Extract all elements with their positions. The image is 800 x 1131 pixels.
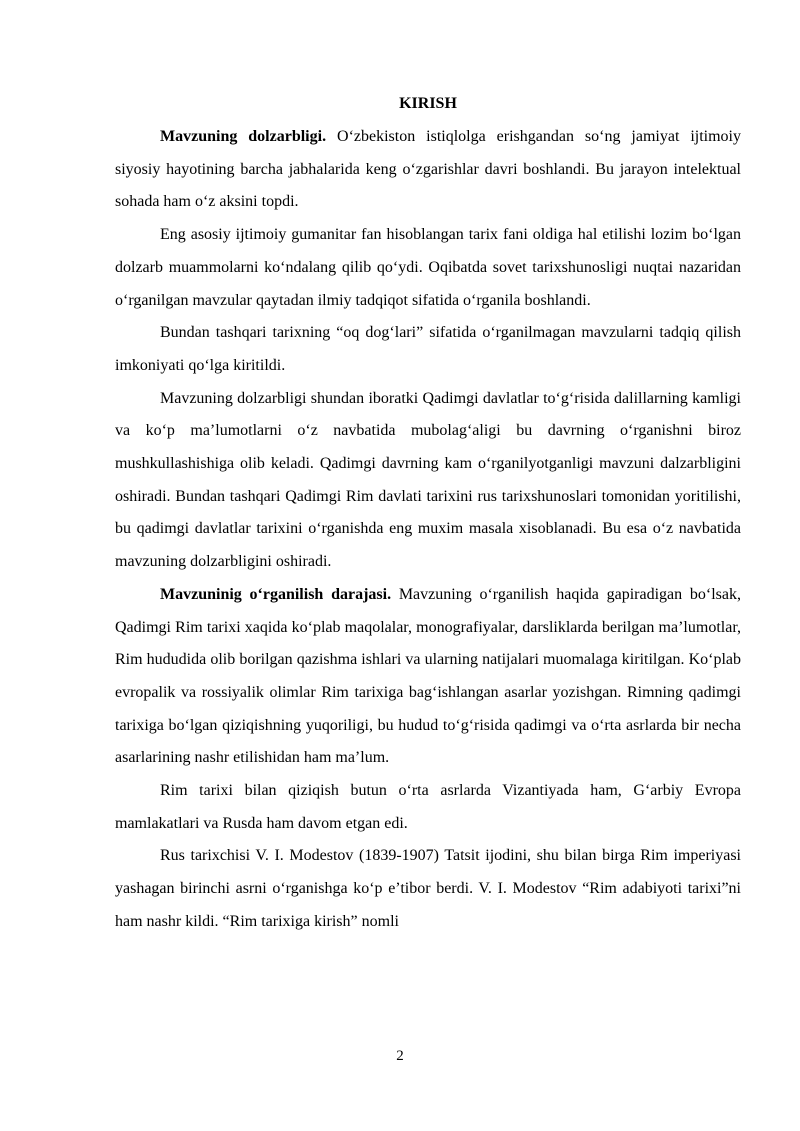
page-number: 2 <box>396 1048 404 1064</box>
paragraph-relevance-intro <box>115 121 741 219</box>
document-page <box>115 92 741 939</box>
paragraph-lead-heading: Mavzuninig o‘rganilish darajasi. <box>160 585 392 603</box>
paragraph-modestov <box>115 840 741 938</box>
paragraph-study-level <box>115 579 741 775</box>
paragraph-byzantium <box>115 775 741 840</box>
paragraph-text: Bundan tashqari tarixning “oq dog‘lari” sifatida o‘rganilmagan mavzularni tadqiq qilish imkoniyati qo‘lga kiritildi. <box>115 324 741 374</box>
paragraph-text: Rim tarixi bilan qiziqish butun o‘rta asrlarda Vizantiyada ham, G‘arbiy Evropa mamlakatlari va Rusda ham davom etgan edi. <box>115 782 741 832</box>
paragraph-relevance-detail <box>115 383 741 579</box>
paragraph-text: Mavzuning dolzarbligi shundan iboratki Qadimgi davlatlar to‘g‘risida dalillarning kamligi va ko‘p ma’lumotlarni o‘z navbatida mubolag‘aligi bu davrning o‘rganishni biroz mushkullashishiga olib keladi. Qadimgi davrning kam o‘rganilyotganligi mavzuni dalzarbligini oshiradi. Bundan tashqari Qadimgi Rim davlati tarixini rus tarixshunoslari tomonidan yoritilishi, bu qadimgi davlatlar tarixini o‘rganishda eng muxim masala xisoblanadi. Bu esa o‘z navbatida mavzuning dolzarbligini oshiradi. <box>115 389 741 571</box>
paragraph-text: O‘zbekiston istiqlolga erishgandan so‘ng jamiyat ijtimoiy siyosiy hayotining barcha jabhalarida keng o‘zgarishlar davri boshlandi. Bu jarayon intelektual sohada ham o‘z aksini topdi. <box>115 128 742 211</box>
paragraph-blank-spots <box>115 317 741 382</box>
paragraph-lead-heading: Mavzuning dolzarbligi. <box>160 128 327 145</box>
paragraph-history-problems <box>115 219 741 317</box>
document-title: KIRISH <box>399 95 457 112</box>
paragraph-text: Eng asosiy ijtimoiy gumanitar fan hisoblangan tarix fani oldiga hal etilishi lozim bo‘lgan dolzarb muammolarni ko‘ndalang qilib qo‘ydi. Oqibatda sovet tarixshunosligi nuqtai nazaridan o‘rganilgan mavzular qaytadan ilmiy tadqiqot sifatida o‘rganila boshlandi. <box>115 226 741 309</box>
paragraph-text: Mavzuning o‘rganilish haqida gapiradigan bo‘lsak, Qadimgi Rim tarixi xaqida ko‘plab maqolalar, monografiyalar, darsliklarda berilgan ma’lumotlar, Rim hududida olib borilgan qazishma ishlari va ularning natijalari muomalaga kiritilgan. Ko‘plab evropalik va rossiyalik olimlar Rim tarixiga bag‘ishlangan asarlar yozishgan. Rimning qadimgi tarixiga bo‘lgan qiziqishning yuqoriligi, bu hudud to‘g‘risida qadimgi va o‘rta asrlarda bir necha asarlarining nashr etilishidan ham ma’lum. <box>115 585 741 767</box>
paragraph-text: Rus tarixchisi V. I. Modestov (1839-1907) Tatsit ijodini, shu bilan birga Rim imperiyasi yashagan birinchi asrni o‘rganishga ko‘p e’tibor berdi. V. I. Modestov “Rim adabiyoti tarixi”ni ham nashr kildi. “Rim tarixiga kirish” nomli <box>115 847 741 930</box>
